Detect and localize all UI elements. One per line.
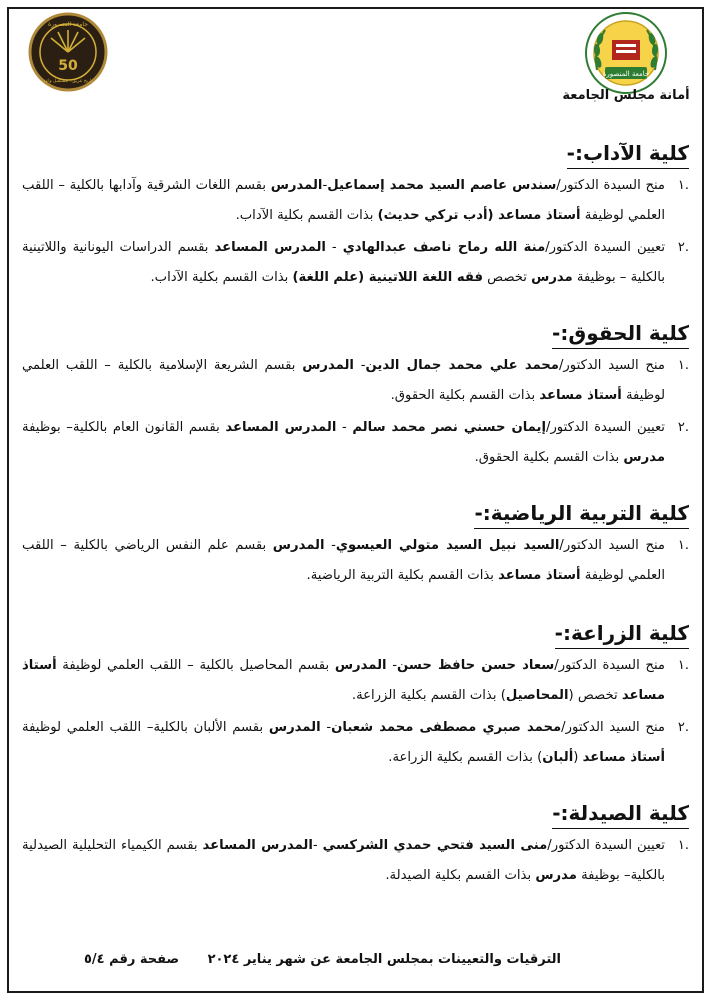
left-logo-bottom-text: تاريخ عريق.. مستقبل واعد: [43, 79, 93, 84]
list-item: [22, 351, 689, 411]
section-heading: كلية الحقوق:-: [552, 320, 689, 349]
list-item: [22, 233, 689, 293]
item-text: منح السيدة الدكتور/سندس عاصم السيد محمد إسماعيل-المدرس بقسم اللغات الشرقية وآدابها بالكلية – اللقب العلمي لوظيفة أستاذ مساعد (أدب تركي حديث) بذات القسم بكلية الآداب.: [22, 178, 665, 223]
item-number: .٢: [677, 420, 689, 435]
item-text: منح السيد الدكتور/محمد صبري مصطفى محمد شعبان- المدرس بقسم الألبان بالكلية– اللقب العلمي لوظيفة أستاذ مساعد (ألبان) بذات القسم بكلية الزراعة.: [22, 720, 665, 765]
item-text: منح السيد الدكتور/محمد علي محمد جمال الدين- المدرس بقسم الشريعة الإسلامية بالكلية – اللقب العلمي لوظيفة أستاذ مساعد بذات القسم بكلية الحقوق.: [22, 358, 665, 403]
item-number: .١: [677, 838, 689, 853]
left-logo-top-text: جامعة المنصورة: [48, 21, 88, 28]
page-number: صفحة رقم ٥/٤: [83, 952, 180, 967]
right-logo-text: جامعة المنصورة: [602, 70, 650, 78]
council-secretariat-label: أمانة مجلس الجامعة: [562, 88, 690, 103]
item-number: .١: [677, 538, 689, 553]
page-footer: [83, 952, 561, 967]
section-faculty-of-pharmacy: [22, 800, 689, 891]
left-logo-number: 50: [58, 58, 78, 74]
section-heading: كلية التربية الرياضية:-: [474, 500, 689, 529]
list-item: [22, 651, 689, 711]
list-item: [22, 171, 689, 231]
item-text: منح السيدة الدكتور/سعاد حسن حافظ حسن- المدرس بقسم المحاصيل بالكلية – اللقب العلمي لوظيفة أستاذ مساعد تخصص (المحاصيل) بذات القسم بكلية الزراعة.: [22, 658, 665, 703]
item-text: تعيين السيدة الدكتور/منة الله رماح ناصف عبدالهادي - المدرس المساعد بقسم الدراسات اليونانية واللاتينية بالكلية – بوظيفة مدرس تخصص فقه اللغة اللاتينية (علم اللغة) بذات القسم بكلية الآداب.: [22, 240, 666, 285]
list-item: [22, 831, 689, 891]
item-number: .٢: [677, 720, 689, 735]
section-faculty-of-arts: [22, 140, 689, 293]
item-text: منح السيد الدكتور/السيد نبيل السيد متولي العيسوي- المدرس بقسم علم النفس الرياضي بالكلية – اللقب العلمي لوظيفة أستاذ مساعد بذات القسم بكلية التربية الرياضية.: [22, 538, 665, 583]
section-heading: كلية الآداب:-: [567, 140, 689, 169]
section-heading: كلية الزراعة:-: [555, 620, 689, 649]
anniversary-logo: [28, 12, 108, 92]
list-item: [22, 531, 689, 591]
list-item: [22, 713, 689, 773]
item-number: .٢: [677, 240, 689, 255]
section-heading: كلية الصيدلة:-: [552, 800, 689, 829]
section-faculty-of-physical-education: [22, 500, 689, 591]
item-text: تعيين السيدة الدكتور/منى السيد فتحي حمدي الشركسي -المدرس المساعد بقسم الكيمياء التحليلية الصيدلية بالكلية– بوظيفة مدرس بذات القسم بكلية الصيدلة.: [22, 838, 665, 883]
section-faculty-of-agriculture: [22, 620, 689, 773]
item-number: .١: [677, 178, 689, 193]
item-number: .١: [677, 358, 689, 373]
list-item: [22, 413, 689, 473]
mansoura-university-logo: [583, 10, 669, 96]
section-faculty-of-law: [22, 320, 689, 473]
item-text: تعيين السيدة الدكتور/إيمان حسني نصر محمد سالم - المدرس المساعد بقسم القانون العام بالكلية– بوظيفة مدرس بذات القسم بكلية الحقوق.: [22, 420, 665, 465]
item-number: .١: [677, 658, 689, 673]
footer-title: الترقيات والتعيينات بمجلس الجامعة عن شهر يناير ٢٠٢٤: [207, 952, 561, 967]
